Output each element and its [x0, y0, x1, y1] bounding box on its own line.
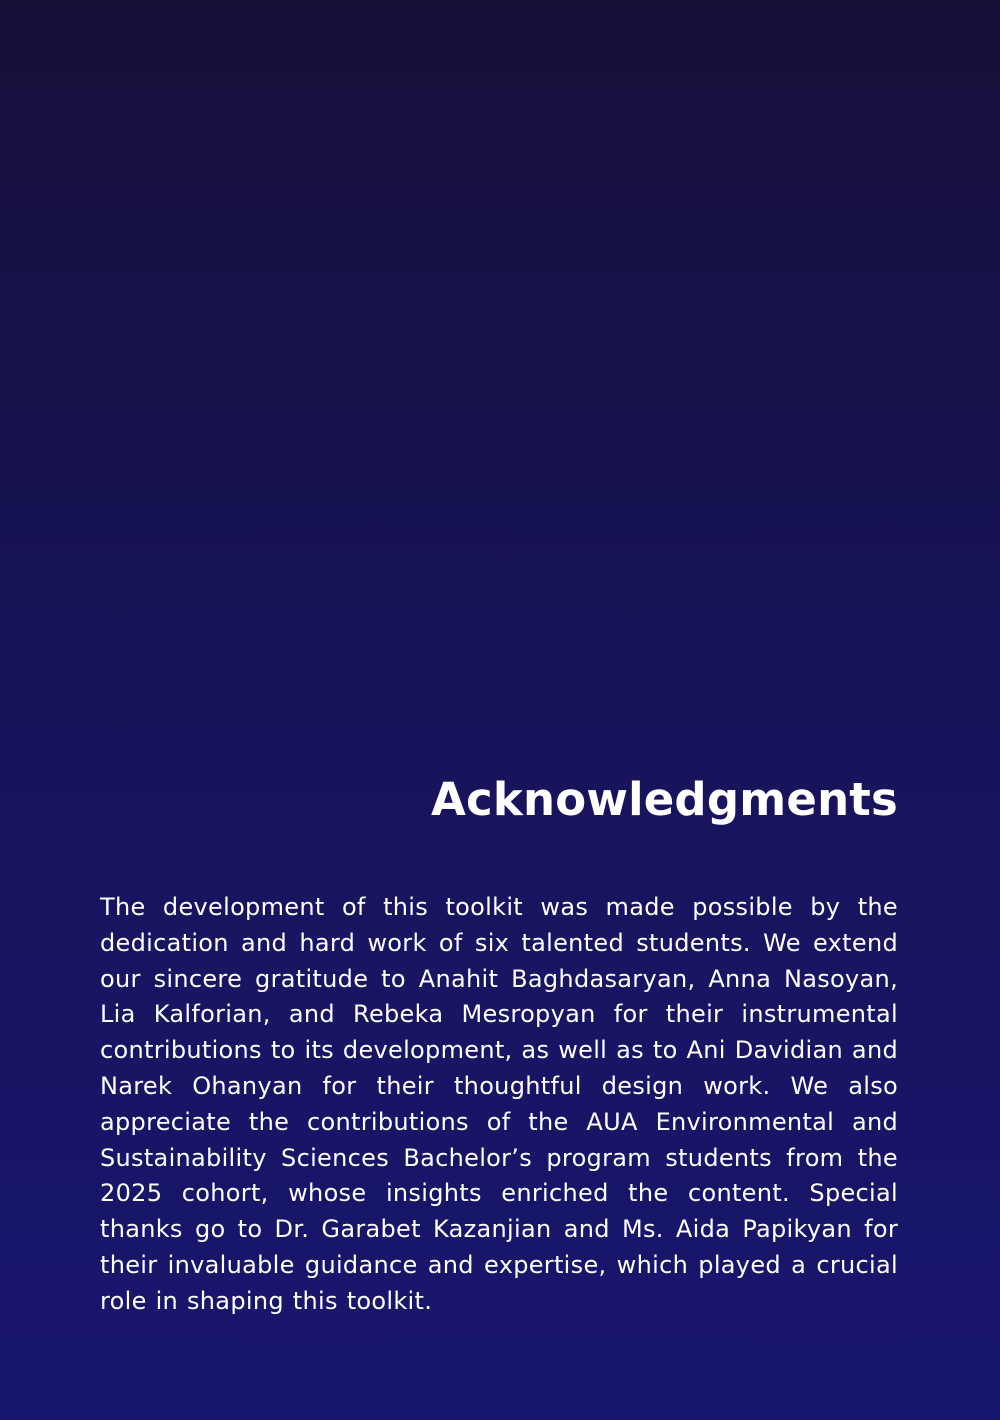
page-title: Acknowledgments [430, 773, 898, 826]
acknowledgments-paragraph: The development of this toolkit was made possible by the dedication and hard work of six talented students. We extend our sincere gratitude to Anahit Baghdasaryan, Anna Nasoyan, Lia Kalforian, and Rebeka Mesropyan for their instrumental contributions to its development, as well as to Ani Davidian and Narek Ohanyan for their thoughtful design work. We also appreciate the contributions of the AUA Environmental and Sustainability Sciences Bachelor’s program students from the 2025 cohort, whose insights enriched the content. Special thanks go to Dr. Garabet Kazanjian and Ms. Aida Papikyan for their invaluable guidance and expertise, which played a crucial role in shaping this toolkit. [100, 893, 898, 1315]
